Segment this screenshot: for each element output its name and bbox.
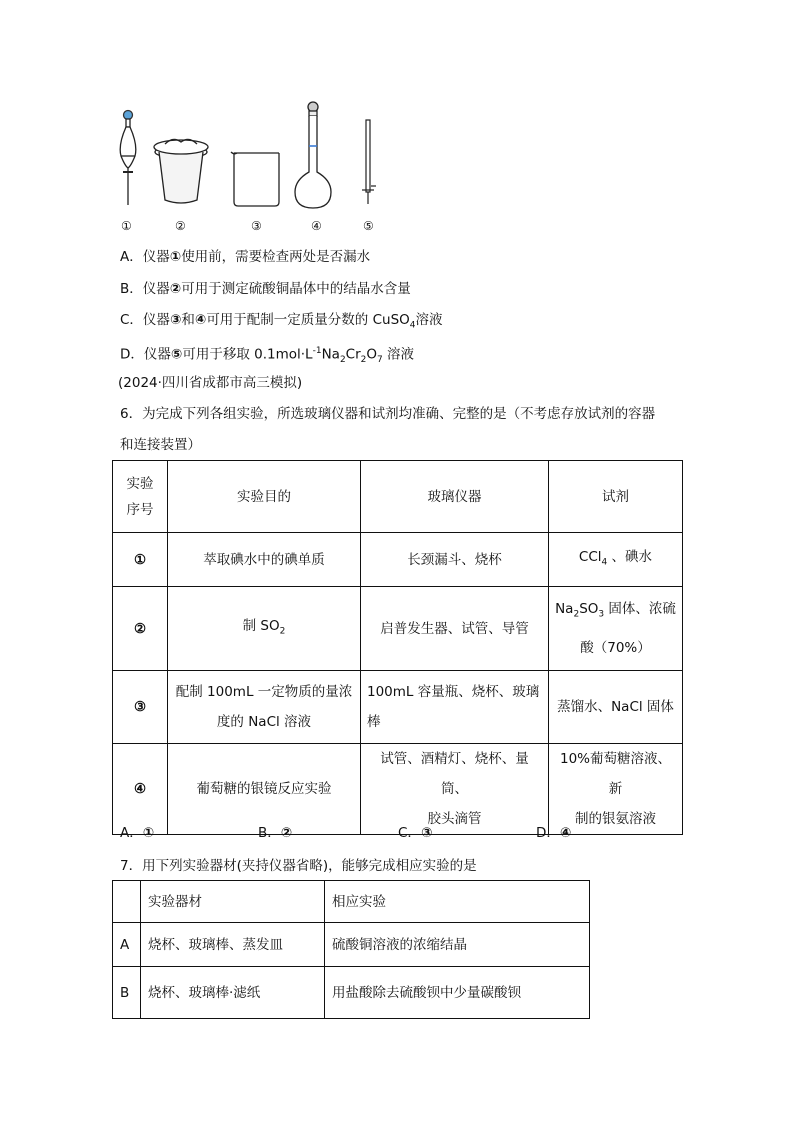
table-row — [113, 923, 590, 967]
burette-icon — [362, 120, 376, 204]
beaker-icon — [231, 152, 279, 206]
q7-header-exp: 相应实验 — [325, 881, 590, 923]
table-row — [113, 744, 683, 835]
row-no: ③ — [113, 671, 168, 744]
q7-stem: 7．用下列实验器材(夹持仪器省略)，能够完成相应实验的是 — [120, 858, 477, 874]
option-c: C．仪器③和④可用于配制一定质量分数的 CuSO$_4$溶液 — [120, 312, 443, 331]
row-key: B — [113, 967, 141, 1019]
instrument-label-3: ③ — [251, 219, 262, 233]
row-purpose: 配制 100mL 一定物质的量浓 度的 NaCl 溶液 — [168, 671, 361, 744]
option-a: A．仪器①使用前，需要检查两处是否漏水 — [120, 249, 371, 265]
q6-answer-d: D．④ — [536, 825, 572, 841]
instrument-label-1: ① — [121, 219, 132, 233]
q6-header-no: 实验 序号 — [113, 461, 168, 533]
row-no: ④ — [113, 744, 168, 835]
row-equip: 烧杯、玻璃棒·滤纸 — [141, 967, 325, 1019]
q7-header-key — [113, 881, 141, 923]
instrument-label-5: ⑤ — [363, 219, 374, 233]
row-reagent: CCl$_4$ 、碘水 — [549, 533, 683, 587]
row-glass: 启普发生器、试管、导管 — [361, 587, 549, 671]
table-row — [113, 587, 683, 671]
q6-table — [112, 460, 683, 835]
row-key: A — [113, 923, 141, 967]
option-b: B．仪器②可用于测定硫酸铜晶体中的结晶水含量 — [120, 281, 411, 297]
row-exp: 用盐酸除去硫酸钡中少量碳酸钡 — [325, 967, 590, 1019]
instrument-label-4: ④ — [311, 219, 322, 233]
q6-header-glass: 玻璃仪器 — [361, 461, 549, 533]
row-no: ② — [113, 587, 168, 671]
row-reagent: 蒸馏水、NaCl 固体 — [549, 671, 683, 744]
separatory-funnel-icon — [120, 111, 136, 206]
table-row — [113, 671, 683, 744]
volumetric-flask-icon — [295, 102, 331, 208]
row-reagent: $Na_2SO_3$ 固体、浓硫 酸（70%） — [549, 587, 683, 671]
q7-table — [112, 880, 590, 1019]
row-purpose: 制 $SO_2$ — [168, 587, 361, 671]
row-glass: 长颈漏斗、烧杯 — [361, 533, 549, 587]
row-glass: 100mL 容量瓶、烧杯、玻璃 棒 — [361, 671, 549, 744]
q7-header-equip: 实验器材 — [141, 881, 325, 923]
instrument-figure — [115, 100, 395, 218]
q6-stem-line1: 6．为完成下列各组实验，所选玻璃仪器和试剂均准确、完整的是（不考虑存放试剂的容器 — [120, 406, 656, 422]
q6-answer-a: A．① — [120, 825, 155, 841]
source-note: (2024·四川省成都市高三模拟) — [118, 375, 303, 391]
q6-answer-b: B．② — [258, 825, 293, 841]
table-row — [113, 967, 590, 1019]
row-purpose: 萃取碘水中的碘单质 — [168, 533, 361, 587]
table-row — [113, 533, 683, 587]
option-d: D．仪器⑤可用于移取 $0.1mol\cdot L^{-1}Na_2Cr_2O_7$ 溶液 — [120, 346, 415, 366]
q6-header-reagent: 试剂 — [549, 461, 683, 533]
row-no: ① — [113, 533, 168, 587]
row-exp: 硫酸铜溶液的浓缩结晶 — [325, 923, 590, 967]
q6-answer-c: C．③ — [398, 825, 433, 841]
q6-header-purpose: 实验目的 — [168, 461, 361, 533]
row-purpose: 葡萄糖的银镜反应实验 — [168, 744, 361, 835]
row-reagent: 10%葡萄糖溶液、新 制的银氨溶液 — [549, 744, 683, 835]
row-equip: 烧杯、玻璃棒、蒸发皿 — [141, 923, 325, 967]
crucible-icon — [154, 139, 208, 203]
q6-stem-line2: 和连接装置） — [120, 437, 201, 453]
row-glass: 试管、酒精灯、烧杯、量筒、 胶头滴管 — [361, 744, 549, 835]
instrument-label-2: ② — [175, 219, 186, 233]
